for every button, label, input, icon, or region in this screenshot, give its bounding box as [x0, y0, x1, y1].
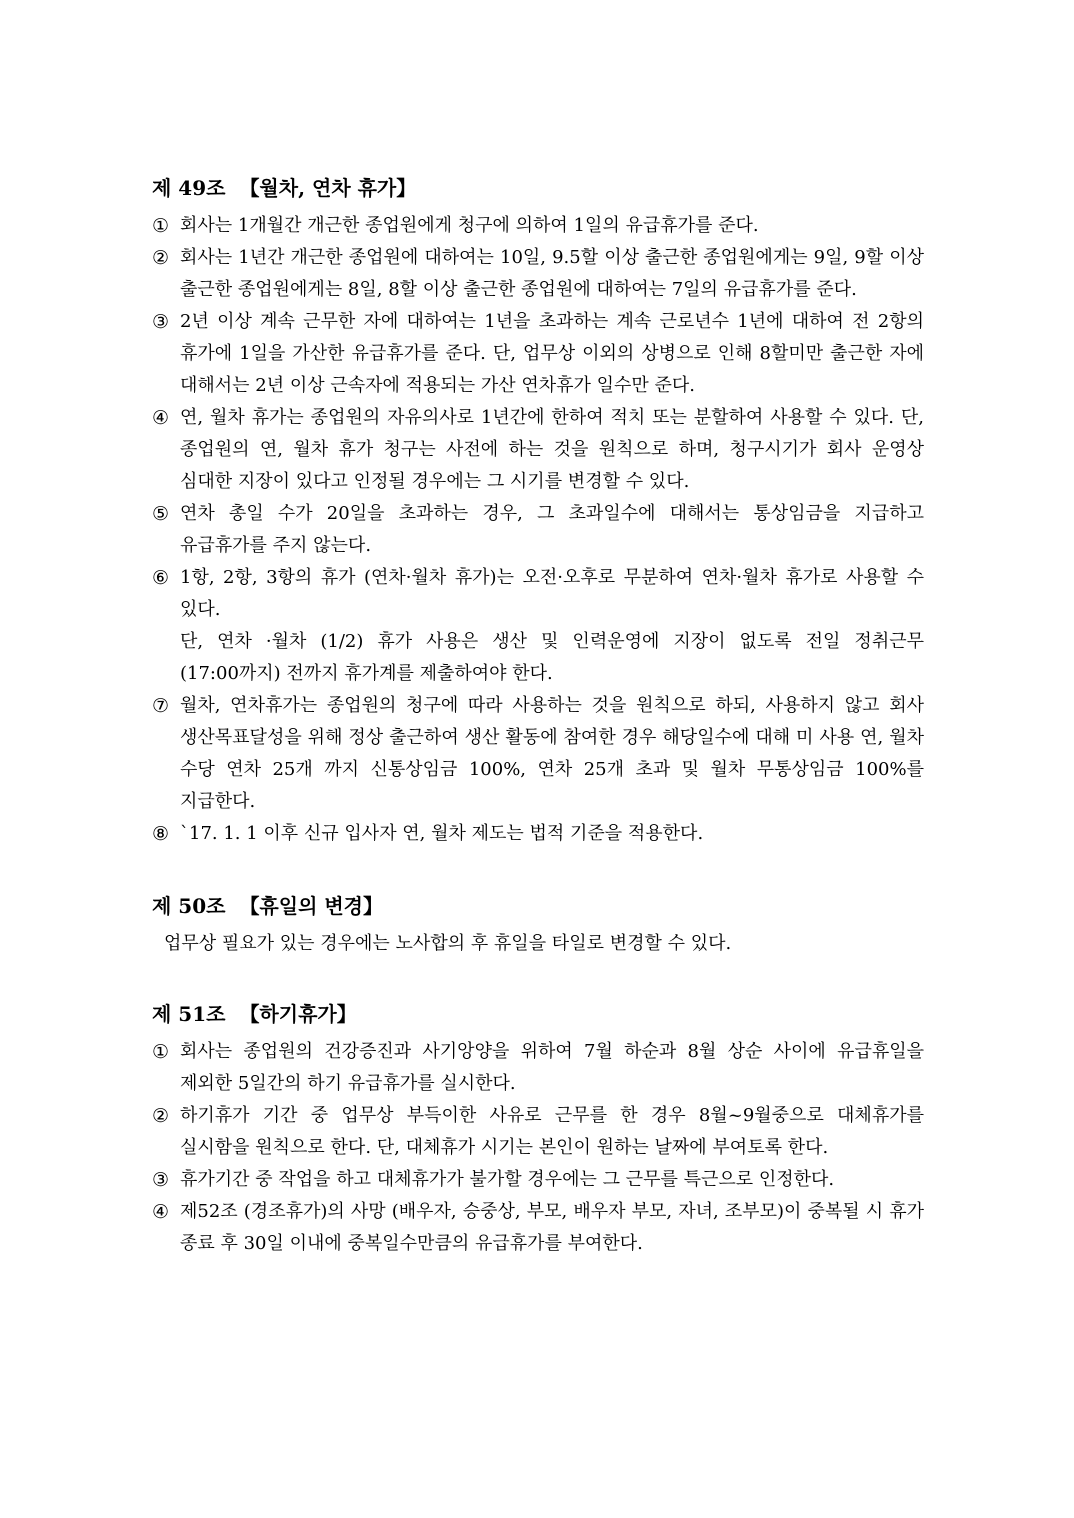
clause-text: 연차 총일 수가 20일을 초과하는 경우, 그 초과일수에 대해서는 통상임금을 지급하고 유급휴가를 주지 않는다.: [180, 503, 924, 556]
clause-number: ④: [152, 1201, 170, 1223]
article-49: [152, 172, 924, 850]
clause-text: 1항, 2항, 3항의 휴가 (연차·월차 휴가)는 오전·오후로 무분하여 연차·월차 휴가로 사용할 수 있다.: [180, 567, 924, 620]
clause-item: [152, 562, 924, 690]
clause-number: ②: [152, 1105, 170, 1127]
clause-note: 단, 연차 ·월차 (1/2) 휴가 사용은 생산 및 인력운영에 지장이 없도록 전일 정취근무(17:00까지) 전까지 휴가계를 제출하여야 한다.: [180, 631, 924, 684]
clause-item: [152, 402, 924, 498]
clause-item: [152, 818, 924, 850]
clause-number: ③: [152, 1169, 170, 1191]
document-page: [152, 172, 924, 1260]
article-number: 제 51조: [152, 1002, 226, 1026]
clause-text: 2년 이상 계속 근무한 자에 대하여는 1년을 초과하는 계속 근로년수 1년에 대하여 전 2항의 휴가에 1일을 가산한 유급휴가를 준다. 단, 업무상 이외의 상병으로 인해 8할미만 출근한 자에 대해서는 2년 이상 근속자에 적용되는 가산 연차휴가 일수만 준다.: [180, 311, 924, 396]
section-gap: [152, 960, 924, 998]
clause-number: ①: [152, 215, 170, 237]
clause-item: [152, 1036, 924, 1100]
clause-number: ②: [152, 247, 170, 269]
clause-number: ⑥: [152, 567, 170, 589]
article-heading: [152, 890, 924, 922]
clause-text: 하기휴가 기간 중 업무상 부득이한 사유로 근무를 한 경우 8월~9월중으로 대체휴가를 실시함을 원칙으로 한다. 단, 대체휴가 시기는 본인이 원하는 날짜에 부여토록 한다.: [180, 1105, 924, 1158]
article-number: 제 50조: [152, 894, 226, 918]
clause-text: 휴가기간 중 작업을 하고 대체휴가가 불가할 경우에는 그 근무를 특근으로 인정한다.: [180, 1169, 835, 1190]
article-50: [152, 890, 924, 960]
clause-text: 연, 월차 휴가는 종업원의 자유의사로 1년간에 한하여 적치 또는 분할하여 사용할 수 있다. 단, 종업원의 연, 월차 휴가 청구는 사전에 하는 것을 원칙으로 하며, 청구시기가 회사 운영상 심대한 지장이 있다고 인정될 경우에는 그 시기를 변경할 수 있다.: [180, 407, 924, 492]
section-gap: [152, 850, 924, 890]
article-paragraph: 업무상 필요가 있는 경우에는 노사합의 후 휴일을 타일로 변경할 수 있다.: [164, 933, 732, 954]
clause-number: ⑦: [152, 695, 170, 717]
clause-text: 회사는 종업원의 건강증진과 사기앙양을 위하여 7월 하순과 8월 상순 사이에 유급휴일을 제외한 5일간의 하기 유급휴가를 실시한다.: [180, 1041, 924, 1094]
article-title: 【월차, 연차 휴가】: [239, 176, 417, 200]
clause-text: 제52조 (경조휴가)의 사망 (배우자, 승중상, 부모, 배우자 부모, 자녀, 조부모)이 중복될 시 휴가 종료 후 30일 이내에 중복일수만큼의 유급휴가를 부여한다.: [180, 1201, 924, 1254]
article-title: 【휴일의 변경】: [239, 894, 384, 918]
article-heading: [152, 998, 924, 1030]
article-number: 제 49조: [152, 176, 226, 200]
clause-item: [152, 306, 924, 402]
clause-item: [152, 242, 924, 306]
article-51: [152, 998, 924, 1260]
clause-text: 회사는 1년간 개근한 종업원에 대하여는 10일, 9.5할 이상 출근한 종업원에게는 9일, 9할 이상 출근한 종업원에게는 8일, 8할 이상 출근한 종업원에 대하여는 7일의 유급휴가를 준다.: [180, 247, 924, 300]
clause-text: 월차, 연차휴가는 종업원의 청구에 따라 사용하는 것을 원칙으로 하되, 사용하지 않고 회사 생산목표달성을 위해 정상 출근하여 생산 활동에 참여한 경우 해당일수에 대해 미 사용 연, 월차 수당 연차 25개 까지 신통상임금 100%, 연차 25개 초과 및 월차 무통상임금 100%를 지급한다.: [180, 695, 924, 812]
clause-item: [152, 210, 924, 242]
clause-item: [152, 498, 924, 562]
clause-text: `17. 1. 1 이후 신규 입사자 연, 월차 제도는 법적 기준을 적용한다.: [180, 823, 704, 844]
article-heading: [152, 172, 924, 204]
clause-item: [152, 1196, 924, 1260]
clause-item: [152, 1164, 924, 1196]
article-title: 【하기휴가】: [239, 1002, 357, 1026]
clause-item: [152, 1100, 924, 1164]
clause-number: ③: [152, 311, 170, 333]
clause-text: 회사는 1개월간 개근한 종업원에게 청구에 의하여 1일의 유급휴가를 준다.: [180, 215, 759, 236]
clause-number: ①: [152, 1041, 170, 1063]
clause-item: [152, 690, 924, 818]
clause-number: ⑧: [152, 823, 170, 845]
clause-number: ④: [152, 407, 170, 429]
clause-number: ⑤: [152, 503, 170, 525]
